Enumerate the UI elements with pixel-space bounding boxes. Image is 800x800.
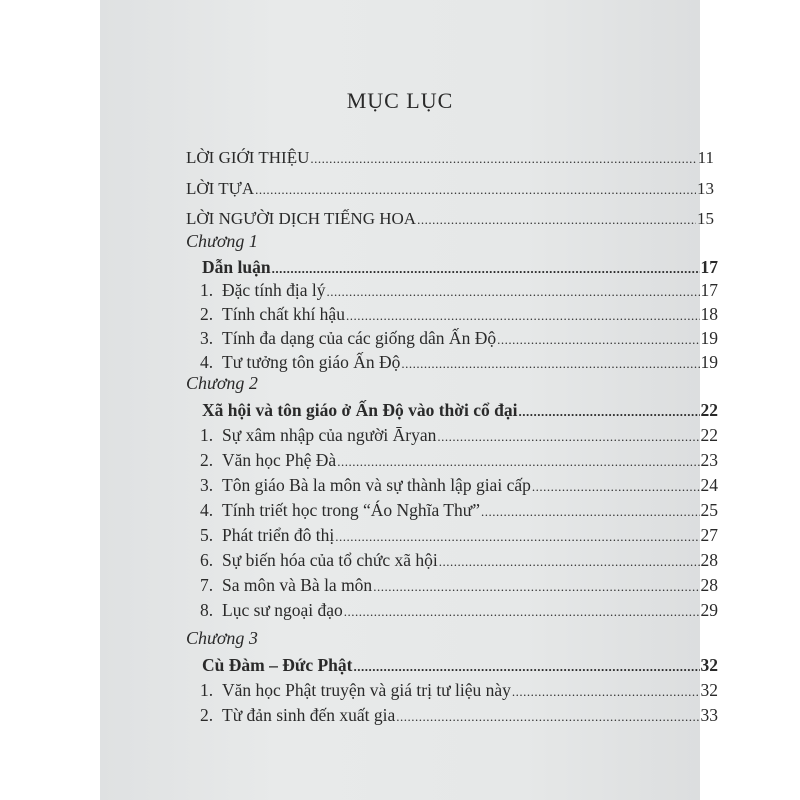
toc-entry-label xyxy=(186,178,254,200)
toc-entry-title: Lục sư ngoại đạo xyxy=(222,600,343,620)
toc-entry-label xyxy=(202,654,353,676)
toc-entry-label xyxy=(200,549,438,571)
toc-entry xyxy=(186,208,714,230)
toc-entry-number: 1. xyxy=(200,680,214,700)
toc-entry-title: Dẫn luận xyxy=(202,257,271,277)
toc-entry xyxy=(200,279,718,301)
dot-leader xyxy=(481,499,700,523)
toc-entry-title: Tư tưởng tôn giáo Ấn Độ xyxy=(222,352,401,372)
toc-page-number: 17 xyxy=(700,280,718,300)
toc-entry-title: LỜI GIỚI THIỆU xyxy=(186,148,310,167)
toc-entry xyxy=(200,549,718,571)
toc-page-number: 23 xyxy=(700,450,718,470)
chapter-heading: Chương 3 xyxy=(186,628,258,648)
toc-entry-title: Tôn giáo Bà la môn và sự thành lập giai cấp xyxy=(222,475,531,495)
toc-page-number: 17 xyxy=(700,257,718,277)
dot-leader xyxy=(532,474,700,498)
toc-entry-label xyxy=(200,351,400,373)
toc-entry-number: 7. xyxy=(200,575,214,595)
toc-entry-number: 3. xyxy=(200,475,214,495)
dot-leader xyxy=(310,147,696,170)
toc-entry-number: 1. xyxy=(200,425,214,445)
toc-page-number: 11 xyxy=(697,148,714,167)
toc-entry-label xyxy=(200,499,480,521)
toc-entry-title: Phát triển đô thị xyxy=(222,525,335,545)
toc-entry xyxy=(200,474,718,496)
toc-entry-label xyxy=(202,399,517,421)
toc-entry xyxy=(202,654,718,676)
page-title: MỤC LỤC xyxy=(346,88,454,113)
toc-page-number: 18 xyxy=(700,304,718,324)
dot-leader xyxy=(346,303,700,327)
toc-entry xyxy=(200,303,718,325)
dot-leader xyxy=(327,279,700,303)
toc-entry-label xyxy=(200,474,531,496)
toc-entry-label xyxy=(200,449,336,471)
toc-entry-label xyxy=(200,303,345,325)
toc-entry xyxy=(200,424,718,446)
toc-entry-title: LỜI TỰA xyxy=(186,179,255,198)
toc-page-number: 13 xyxy=(697,179,714,198)
toc-entry-label xyxy=(200,424,436,446)
toc-page-number: 19 xyxy=(700,352,718,372)
toc-entry-title: Sa môn và Bà la môn xyxy=(222,575,373,595)
toc-entry-number: 1. xyxy=(200,280,214,300)
toc-page-number: 28 xyxy=(700,550,718,570)
toc-entry-title: LỜI NGƯỜI DỊCH TIẾNG HOA xyxy=(186,209,417,228)
toc-entry xyxy=(200,499,718,521)
chapter-heading: Chương 1 xyxy=(186,231,258,251)
toc-entry-label xyxy=(200,704,395,726)
toc-page-number: 25 xyxy=(700,500,718,520)
dot-leader xyxy=(497,327,699,351)
toc-entry xyxy=(200,679,718,701)
dot-leader xyxy=(373,574,699,598)
dot-leader xyxy=(518,399,699,423)
toc-entry-title: Đặc tính địa lý xyxy=(222,280,326,300)
toc-entry-number: 6. xyxy=(200,550,214,570)
toc-entry xyxy=(202,256,718,278)
toc-entry-title: Sự xâm nhập của người Āryan xyxy=(222,425,437,445)
toc-entry xyxy=(200,599,718,621)
toc-page-number: 27 xyxy=(700,525,718,545)
toc-entry xyxy=(202,399,718,421)
toc-entry-label xyxy=(200,679,511,701)
dot-leader xyxy=(272,256,700,280)
toc-entry-label xyxy=(200,279,326,301)
dot-leader xyxy=(337,449,699,473)
toc-entry xyxy=(186,147,714,169)
toc-entry-label xyxy=(200,327,496,349)
toc-entry-title: Xã hội và tôn giáo ở Ấn Độ vào thời cổ đại xyxy=(202,400,518,420)
toc-entry-title: Từ đản sinh đến xuất gia xyxy=(222,705,396,725)
toc-page-number: 19 xyxy=(700,328,718,348)
toc-page-number: 32 xyxy=(700,680,718,700)
toc-entry-title: Cù Đàm – Đức Phật xyxy=(202,655,353,675)
dot-leader xyxy=(401,351,699,375)
toc-entry xyxy=(200,704,718,726)
toc-entry-label xyxy=(200,524,334,546)
toc-entry-number: 4. xyxy=(200,500,214,520)
toc-entry-number: 5. xyxy=(200,525,214,545)
toc-entry xyxy=(200,574,718,596)
toc-entry-number: 2. xyxy=(200,450,214,470)
toc-entry-label xyxy=(200,574,372,596)
toc-page-number: 33 xyxy=(700,705,718,725)
toc-entry-title: Tính đa dạng của các giống dân Ấn Độ xyxy=(222,328,497,348)
toc-entry-title: Văn học Phệ Đà xyxy=(222,450,337,470)
toc-entry-title: Sự biến hóa của tổ chức xã hội xyxy=(222,550,438,570)
toc-entry xyxy=(200,351,718,373)
dot-leader xyxy=(344,599,700,623)
dot-leader xyxy=(439,549,700,573)
toc-entry-label xyxy=(202,256,271,278)
toc-entry-number: 8. xyxy=(200,600,214,620)
book-page xyxy=(100,0,718,800)
toc-entry xyxy=(200,524,718,546)
toc-page-number: 15 xyxy=(697,209,714,228)
toc-entry-number: 2. xyxy=(200,705,214,725)
toc-page-number: 22 xyxy=(700,425,718,445)
toc-entry xyxy=(186,178,714,200)
dot-leader xyxy=(437,424,699,448)
dot-leader xyxy=(396,704,699,728)
toc-page-number: 32 xyxy=(700,655,718,675)
toc-entry xyxy=(200,327,718,349)
dot-leader xyxy=(512,679,700,703)
toc-entry-number: 4. xyxy=(200,352,214,372)
toc-entry-number: 2. xyxy=(200,304,214,324)
chapter-heading: Chương 2 xyxy=(186,373,258,393)
dot-leader xyxy=(417,208,696,231)
dot-leader xyxy=(335,524,699,548)
toc-entry-number: 3. xyxy=(200,328,214,348)
toc-page-number: 24 xyxy=(700,475,718,495)
toc-entry xyxy=(200,449,718,471)
toc-entry-title: Tính triết học trong “Áo Nghĩa Thư” xyxy=(222,500,480,520)
dot-leader xyxy=(255,178,696,201)
toc-entry-label xyxy=(200,599,343,621)
toc-entry-title: Tính chất khí hậu xyxy=(222,304,345,324)
dot-leader xyxy=(354,654,700,678)
toc-entry-title: Văn học Phật truyện và giá trị tư liệu này xyxy=(222,680,511,700)
toc-page-number: 22 xyxy=(700,400,718,420)
toc-entry-label xyxy=(186,147,309,169)
toc-entry-label xyxy=(186,208,416,230)
toc-page-number: 29 xyxy=(700,600,718,620)
toc-page-number: 28 xyxy=(700,575,718,595)
